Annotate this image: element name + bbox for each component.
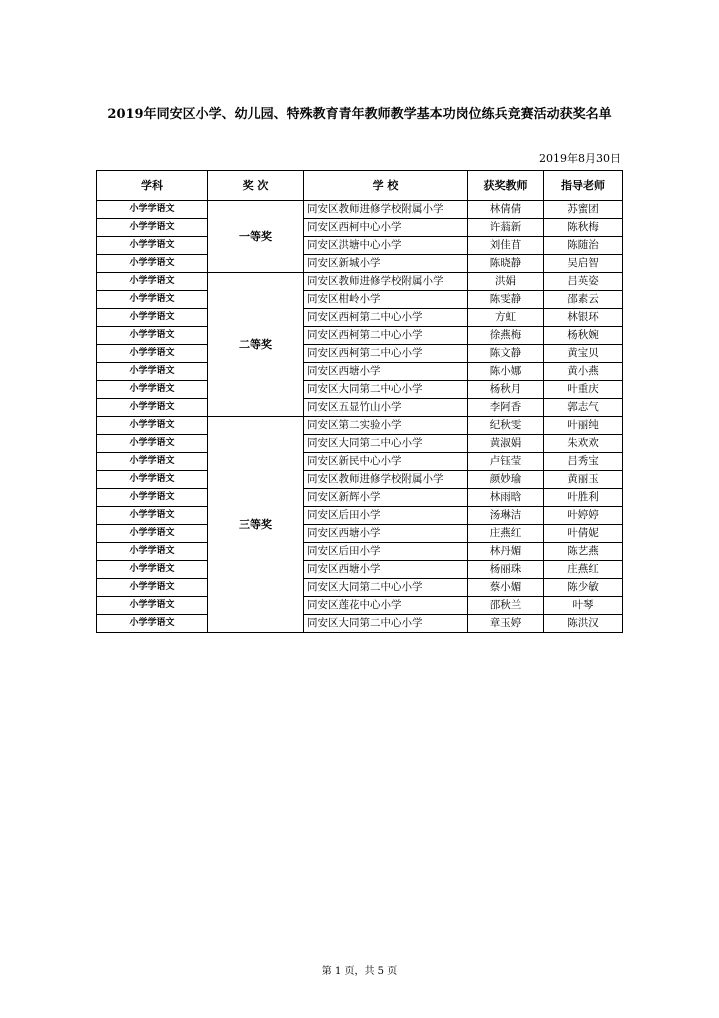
table-row xyxy=(97,399,623,417)
winner-cell: 方虹 xyxy=(468,309,544,327)
advisor-cell: 陈洪汉 xyxy=(544,615,623,633)
table-row xyxy=(97,291,623,309)
subject-cell: 小学学语文 xyxy=(97,345,208,363)
table-row xyxy=(97,201,623,219)
winner-cell: 陈小娜 xyxy=(468,363,544,381)
advisor-cell: 林银环 xyxy=(544,309,623,327)
winner-cell: 洪娟 xyxy=(468,273,544,291)
table-row xyxy=(97,345,623,363)
table-row xyxy=(97,381,623,399)
subject-cell: 小学学语文 xyxy=(97,363,208,381)
table-row xyxy=(97,561,623,579)
winner-cell: 纪秋雯 xyxy=(468,417,544,435)
school-cell: 同安区第二实验小学 xyxy=(304,417,468,435)
school-cell: 同安区莲花中心小学 xyxy=(304,597,468,615)
table-row xyxy=(97,489,623,507)
subject-cell: 小学学语文 xyxy=(97,201,208,219)
subject-cell: 小学学语文 xyxy=(97,219,208,237)
school-cell: 同安区后田小学 xyxy=(304,543,468,561)
table-row xyxy=(97,435,623,453)
document-title: 2019年同安区小学、幼儿园、特殊教育青年教师教学基本功岗位练兵竞赛活动获奖名单 xyxy=(107,107,612,122)
winner-cell: 李阿香 xyxy=(468,399,544,417)
header-subject: 学科 xyxy=(97,171,208,201)
winner-cell: 颜妙瑜 xyxy=(468,471,544,489)
advisor-cell: 吕秀宝 xyxy=(544,453,623,471)
advisor-cell: 邵素云 xyxy=(544,291,623,309)
advisor-cell: 黄宝贝 xyxy=(544,345,623,363)
subject-cell: 小学学语文 xyxy=(97,543,208,561)
subject-cell: 小学学语文 xyxy=(97,381,208,399)
school-cell: 同安区教师进修学校附属小学 xyxy=(304,273,468,291)
advisor-cell: 叶重庆 xyxy=(544,381,623,399)
award-cell: 一等奖 xyxy=(208,201,304,273)
winner-cell: 刘佳苜 xyxy=(468,237,544,255)
winner-cell: 许蓊新 xyxy=(468,219,544,237)
subject-cell: 小学学语文 xyxy=(97,435,208,453)
table-row xyxy=(97,363,623,381)
table-row xyxy=(97,309,623,327)
advisor-cell: 吴启智 xyxy=(544,255,623,273)
winner-cell: 陈晓静 xyxy=(468,255,544,273)
school-cell: 同安区大同第二中心小学 xyxy=(304,435,468,453)
header-advisor: 指导老师 xyxy=(544,171,623,201)
subject-cell: 小学学语文 xyxy=(97,255,208,273)
subject-cell: 小学学语文 xyxy=(97,417,208,435)
winner-cell: 汤琳洁 xyxy=(468,507,544,525)
subject-cell: 小学学语文 xyxy=(97,579,208,597)
advisor-cell: 苏蜜团 xyxy=(544,201,623,219)
winner-cell: 徐燕梅 xyxy=(468,327,544,345)
school-cell: 同安区教师进修学校附属小学 xyxy=(304,201,468,219)
table-row xyxy=(97,615,623,633)
document-date: 2019年8月30日 xyxy=(539,152,621,165)
school-cell: 同安区柑岭小学 xyxy=(304,291,468,309)
table-row xyxy=(97,525,623,543)
school-cell: 同安区教师进修学校附属小学 xyxy=(304,471,468,489)
advisor-cell: 陈艺燕 xyxy=(544,543,623,561)
school-cell: 同安区后田小学 xyxy=(304,507,468,525)
subject-cell: 小学学语文 xyxy=(97,615,208,633)
subject-cell: 小学学语文 xyxy=(97,327,208,345)
advisor-cell: 叶婷婷 xyxy=(544,507,623,525)
table-body xyxy=(97,201,623,633)
school-cell: 同安区西柯中心小学 xyxy=(304,219,468,237)
table-row xyxy=(97,219,623,237)
advisor-cell: 朱欢欢 xyxy=(544,435,623,453)
advisor-cell: 吕英姿 xyxy=(544,273,623,291)
winner-cell: 陈文静 xyxy=(468,345,544,363)
header-winner: 获奖教师 xyxy=(468,171,544,201)
advisor-cell: 陈秋梅 xyxy=(544,219,623,237)
school-cell: 同安区新城小学 xyxy=(304,255,468,273)
winner-cell: 黄淑娟 xyxy=(468,435,544,453)
subject-cell: 小学学语文 xyxy=(97,507,208,525)
school-cell: 同安区大同第二中心小学 xyxy=(304,381,468,399)
advisor-cell: 杨秋婉 xyxy=(544,327,623,345)
table-header-row xyxy=(97,171,623,201)
winner-cell: 卢钰莹 xyxy=(468,453,544,471)
advisor-cell: 庄燕红 xyxy=(544,561,623,579)
advisor-cell: 叶琴 xyxy=(544,597,623,615)
advisor-cell: 叶胜利 xyxy=(544,489,623,507)
header-award: 奖 次 xyxy=(208,171,304,201)
table-row xyxy=(97,255,623,273)
winner-cell: 章玉婷 xyxy=(468,615,544,633)
award-cell: 二等奖 xyxy=(208,273,304,417)
winner-cell: 杨秋月 xyxy=(468,381,544,399)
winner-cell: 林雨晗 xyxy=(468,489,544,507)
subject-cell: 小学学语文 xyxy=(97,525,208,543)
winner-cell: 林倩倩 xyxy=(468,201,544,219)
page-footer: 第 1 页，共 5 页 xyxy=(321,966,398,977)
subject-cell: 小学学语文 xyxy=(97,597,208,615)
award-cell: 三等奖 xyxy=(208,417,304,633)
advisor-cell: 叶丽纯 xyxy=(544,417,623,435)
subject-cell: 小学学语文 xyxy=(97,471,208,489)
winner-cell: 蔡小媚 xyxy=(468,579,544,597)
subject-cell: 小学学语文 xyxy=(97,273,208,291)
school-cell: 同安区新民中心小学 xyxy=(304,453,468,471)
winner-cell: 林丹媚 xyxy=(468,543,544,561)
subject-cell: 小学学语文 xyxy=(97,291,208,309)
subject-cell: 小学学语文 xyxy=(97,309,208,327)
school-cell: 同安区大同第二中心小学 xyxy=(304,615,468,633)
school-cell: 同安区洪塘中心小学 xyxy=(304,237,468,255)
school-cell: 同安区西塘小学 xyxy=(304,363,468,381)
subject-cell: 小学学语文 xyxy=(97,453,208,471)
table-row xyxy=(97,471,623,489)
winner-cell: 杨丽珠 xyxy=(468,561,544,579)
school-cell: 同安区西塘小学 xyxy=(304,525,468,543)
subject-cell: 小学学语文 xyxy=(97,561,208,579)
subject-cell: 小学学语文 xyxy=(97,399,208,417)
table-row xyxy=(97,327,623,345)
school-cell: 同安区西柯第二中心小学 xyxy=(304,309,468,327)
school-cell: 同安区西塘小学 xyxy=(304,561,468,579)
advisor-cell: 黄丽玉 xyxy=(544,471,623,489)
award-table xyxy=(96,170,623,633)
subject-cell: 小学学语文 xyxy=(97,489,208,507)
school-cell: 同安区五显竹山小学 xyxy=(304,399,468,417)
subject-cell: 小学学语文 xyxy=(97,237,208,255)
table-row xyxy=(97,507,623,525)
table-row xyxy=(97,453,623,471)
table-row xyxy=(97,579,623,597)
advisor-cell: 陈随治 xyxy=(544,237,623,255)
winner-cell: 邵秋兰 xyxy=(468,597,544,615)
winner-cell: 陈雯静 xyxy=(468,291,544,309)
header-school: 学 校 xyxy=(304,171,468,201)
advisor-cell: 陈少敏 xyxy=(544,579,623,597)
school-cell: 同安区新辉小学 xyxy=(304,489,468,507)
advisor-cell: 郭志气 xyxy=(544,399,623,417)
advisor-cell: 叶倩妮 xyxy=(544,525,623,543)
advisor-cell: 黄小燕 xyxy=(544,363,623,381)
table-row xyxy=(97,597,623,615)
table-row xyxy=(97,417,623,435)
table-row xyxy=(97,273,623,291)
table-row xyxy=(97,237,623,255)
school-cell: 同安区大同第二中心小学 xyxy=(304,579,468,597)
school-cell: 同安区西柯第二中心小学 xyxy=(304,327,468,345)
winner-cell: 庄燕红 xyxy=(468,525,544,543)
school-cell: 同安区西柯第二中心小学 xyxy=(304,345,468,363)
table-row xyxy=(97,543,623,561)
